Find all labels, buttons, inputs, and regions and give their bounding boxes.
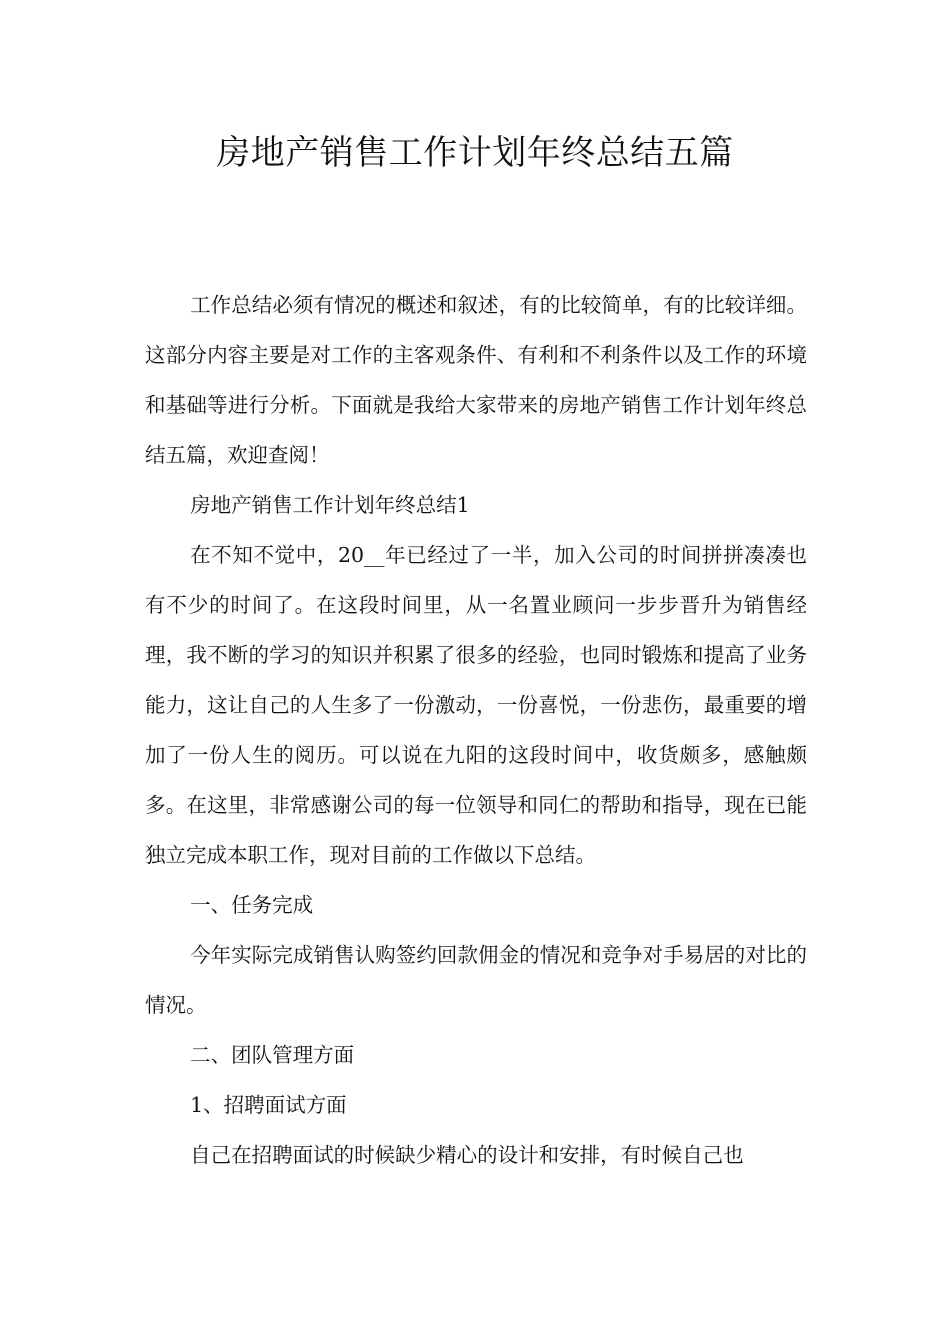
subsection-heading-recruitment: 1、招聘面试方面	[190, 1093, 347, 1117]
intro-paragraph: 工作总结必须有情况的概述和叙述，有的比较简单，有的比较详细。这部分内容主要是对工作的主客观条件、有利和不利条件以及工作的环境和基础等进行分析。下面就是我给大家带来的房地产销售工作计划年终总结五篇，欢迎查阅！	[145, 293, 807, 467]
section-heading-task-completion: 一、任务完成	[190, 893, 314, 917]
section-heading-team-management: 二、团队管理方面	[190, 1043, 355, 1067]
document-body	[145, 280, 807, 1180]
document-title: 房地产销售工作计划年终总结五篇	[216, 133, 734, 173]
body-paragraph: 今年实际完成销售认购签约回款佣金的情况和竞争对手易居的对比的情况。	[145, 943, 807, 1017]
body-paragraph: 在不知不觉中，20__年已经过了一半，加入公司的时间拼拼凑凑也有不少的时间了。在这段时间里，从一名置业顾问一步步晋升为销售经理，我不断的学习的知识并积累了很多的经验，也同时锻炼和提高了业务能力，这让自己的人生多了一份激动，一份喜悦，一份悲伤，最重要的增加了一份人生的阅历。可以说在九阳的这段时间中，收货颇多，感触颇多。在这里，非常感谢公司的每一位领导和同仁的帮助和指导，现在已能独立完成本职工作，现对目前的工作做以下总结。	[145, 543, 807, 867]
body-paragraph: 自己在招聘面试的时候缺少精心的设计和安排，有时候自己也	[190, 1143, 744, 1167]
section-heading-summary-1: 房地产销售工作计划年终总结1	[190, 493, 470, 517]
